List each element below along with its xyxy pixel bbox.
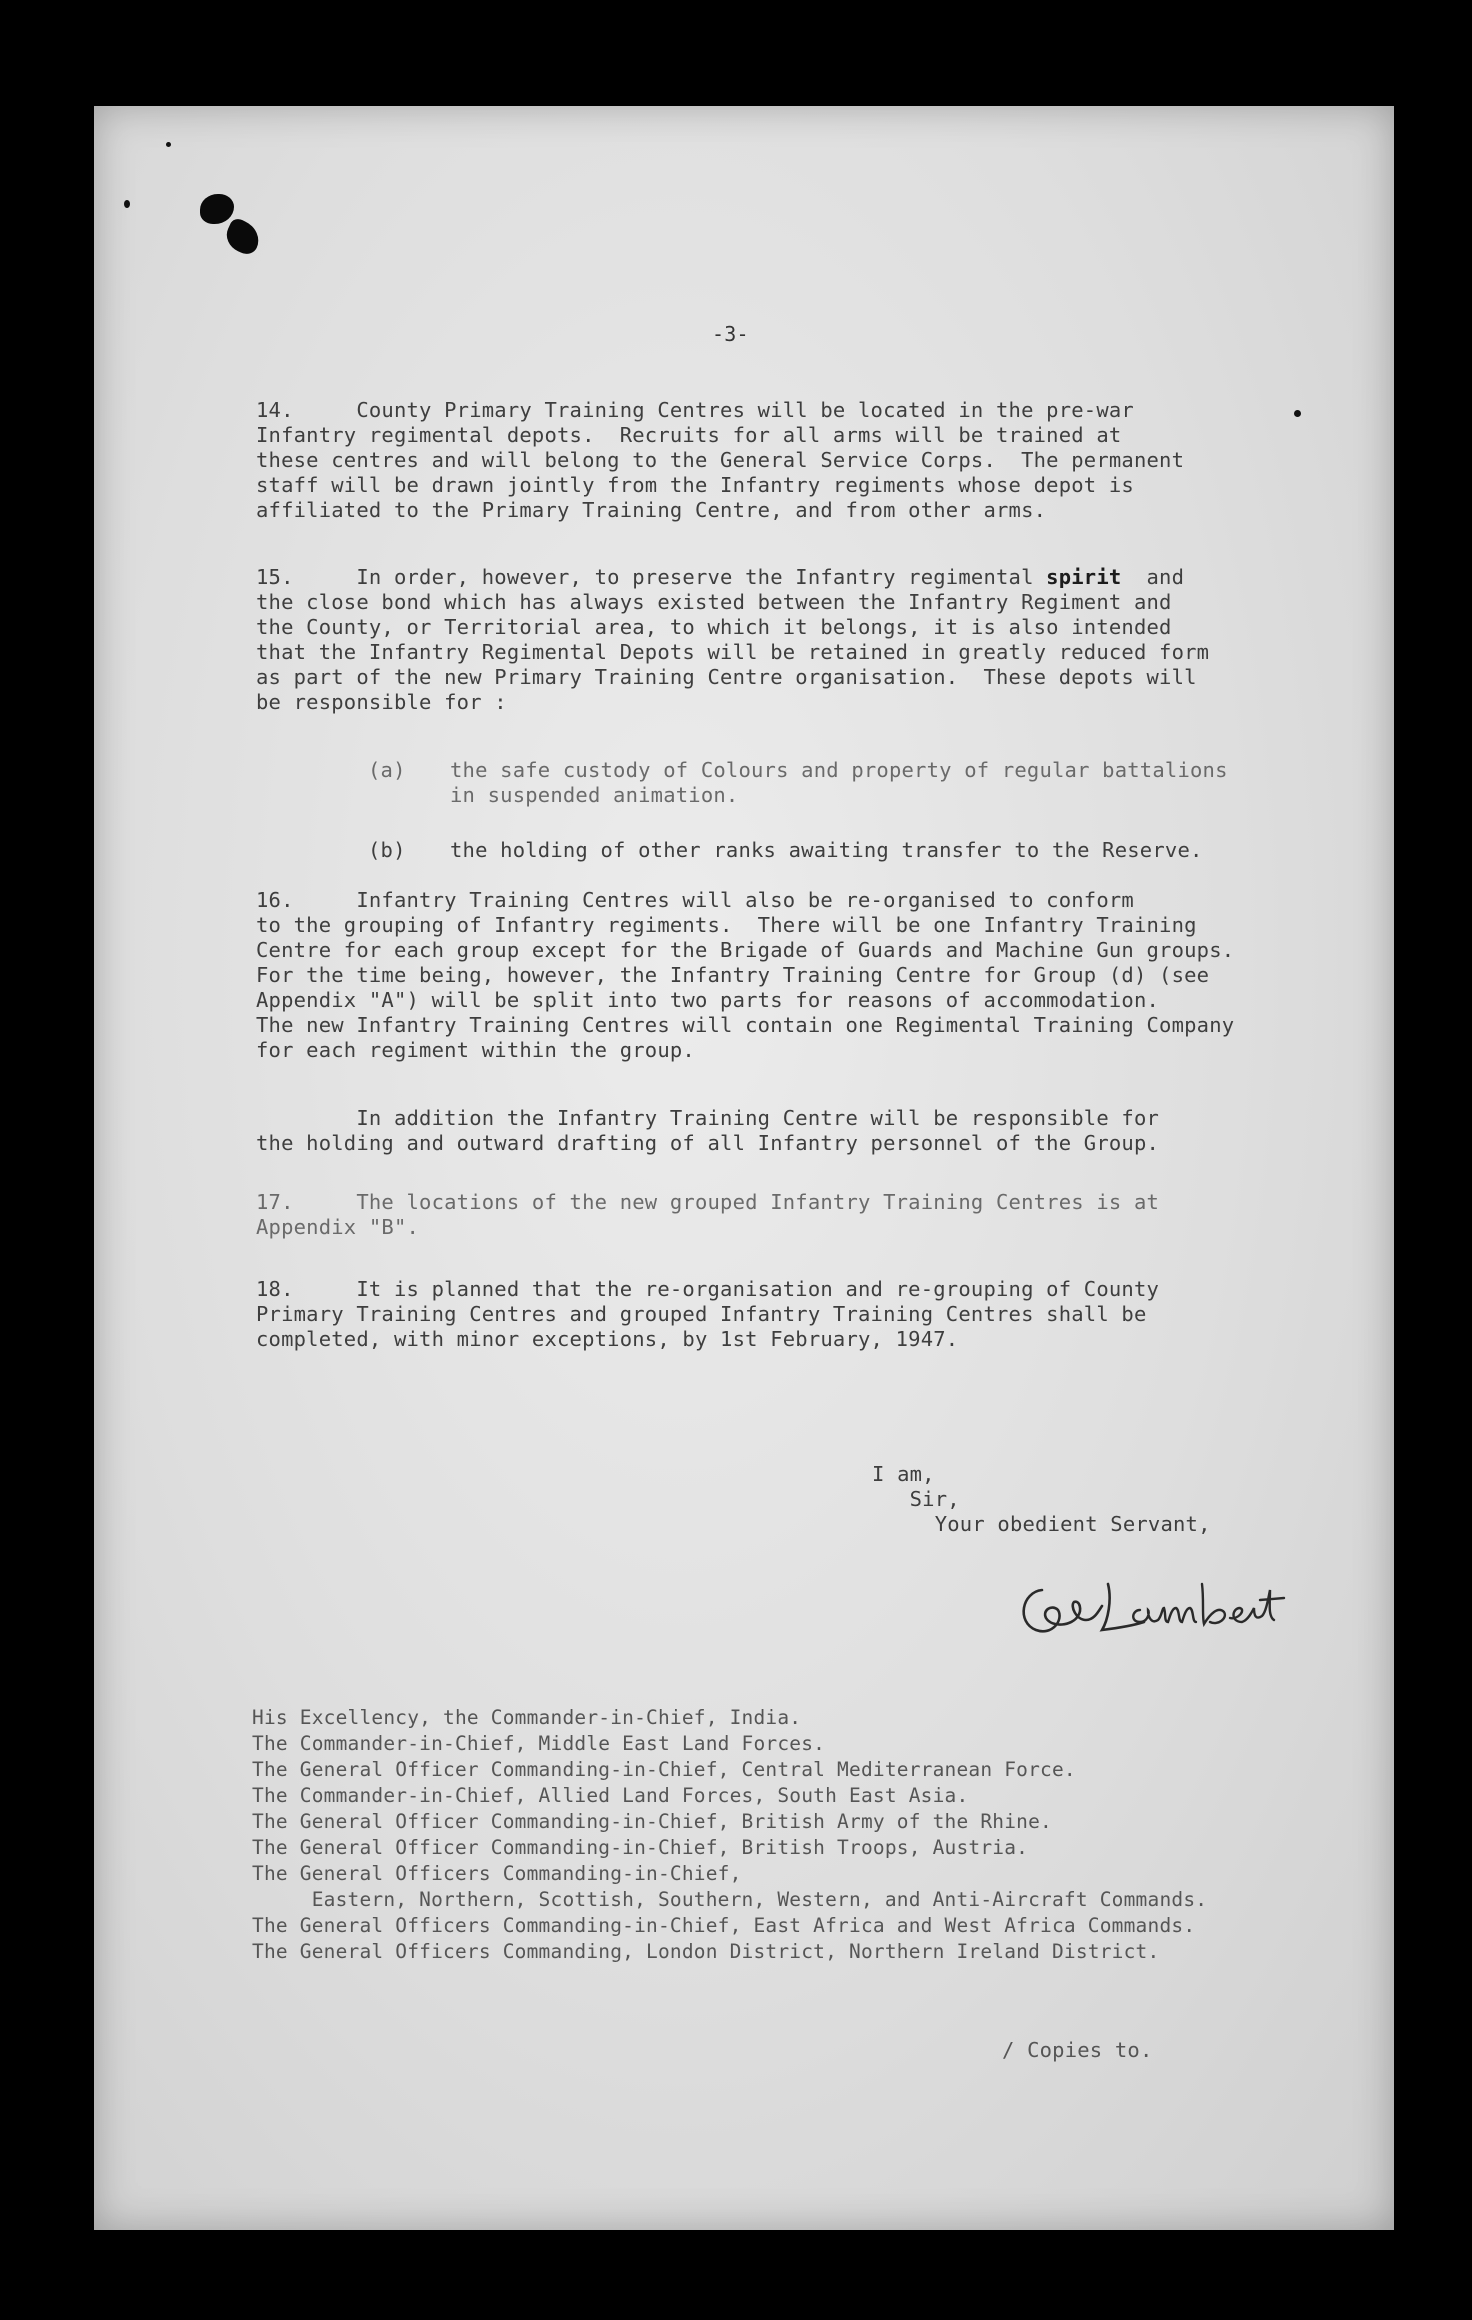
text-line: Primary Training Centres and grouped Infantry Training Centres shall be [256, 1302, 1147, 1326]
text-line: for each regiment within the group. [256, 1038, 695, 1062]
text-line: the County, or Territorial area, to which it belongs, it is also intended [256, 615, 1172, 639]
distribution-item: The Commander-in-Chief, Allied Land Forces, South East Asia. [252, 1784, 969, 1807]
text-line: the holding and outward drafting of all Infantry personnel of the Group. [256, 1131, 1160, 1155]
text-line: The new Infantry Training Centres will contain one Regimental Training Company [256, 1013, 1235, 1037]
text-line: Infantry regimental depots. Recruits for all arms will be trained at [256, 423, 1122, 447]
text-line: the close bond which has always existed between the Infantry Regiment and [256, 590, 1172, 614]
distribution-item: The General Officer Commanding-in-Chief, British Troops, Austria. [252, 1836, 1029, 1859]
text-line: to the grouping of Infantry regiments. There will be one Infantry Training [256, 913, 1197, 937]
text-line: these centres and will belong to the General Service Corps. The permanent [256, 448, 1185, 472]
text-line: 14. County Primary Training Centres will be located in the pre-war [256, 398, 1134, 422]
text-line: Appendix "B". [256, 1215, 420, 1239]
sub-item-label: (a) [368, 758, 406, 782]
text-line: be responsible for : [256, 690, 507, 714]
text-line: 18. It is planned that the re-organisation and re-grouping of County [256, 1277, 1160, 1301]
distribution-item: The General Officers Commanding-in-Chief, [252, 1862, 742, 1885]
text-span: and [1121, 565, 1185, 589]
text-line: in suspended animation. [450, 783, 739, 807]
text-line: 16. Infantry Training Centres will also be re-organised to conform [256, 888, 1134, 912]
ink-speck [1294, 410, 1301, 417]
text-line [256, 565, 1184, 590]
distribution-item: The Commander-in-Chief, Middle East Land Forces. [252, 1732, 826, 1755]
distribution-item: His Excellency, the Commander-in-Chief, India. [252, 1706, 802, 1729]
closing-line: Your obedient Servant, [872, 1512, 1211, 1536]
page-number: -3- [712, 322, 749, 346]
closing-line: I am, [872, 1462, 935, 1486]
text-line: that the Infantry Regimental Depots will be retained in greatly reduced form [256, 640, 1210, 664]
distribution-item: The General Officers Commanding, London District, Northern Ireland District. [252, 1940, 1160, 1963]
text-line: Centre for each group except for the Brigade of Guards and Machine Gun groups. [256, 938, 1235, 962]
text-line: For the time being, however, the Infantry Training Centre for Group (d) (see [256, 963, 1210, 987]
text-line: In addition the Infantry Training Centre will be responsible for [256, 1106, 1160, 1130]
copies-to-note: / Copies to. [1002, 2038, 1153, 2062]
text-line: Appendix "A") will be split into two parts for reasons of accommodation. [256, 988, 1160, 1012]
ink-speck [166, 142, 171, 147]
distribution-item: The General Officer Commanding-in-Chief, British Army of the Rhine. [252, 1810, 1052, 1833]
text-line: the holding of other ranks awaiting transfer to the Reserve. [450, 838, 1203, 862]
ink-speck [124, 200, 130, 208]
distribution-item: Eastern, Northern, Scottish, Southern, Western, and Anti-Aircraft Commands. [252, 1888, 1208, 1911]
text-line: staff will be drawn jointly from the Infantry regiments whose depot is [256, 473, 1134, 497]
emphasized-word: spirit [1046, 565, 1122, 589]
text-line: as part of the new Primary Training Centre organisation. These depots will [256, 665, 1197, 689]
distribution-item: The General Officer Commanding-in-Chief, Central Mediterranean Force. [252, 1758, 1076, 1781]
distribution-item: The General Officers Commanding-in-Chief, East Africa and West Africa Commands. [252, 1914, 1196, 1937]
text-line: affiliated to the Primary Training Centre, and from other arms. [256, 498, 1047, 522]
sub-item-label: (b) [368, 838, 406, 862]
text-line: the safe custody of Colours and property of regular battalions [450, 758, 1228, 782]
text-line: 17. The locations of the new grouped Infantry Training Centres is at [256, 1190, 1160, 1214]
closing-line: Sir, [872, 1487, 960, 1511]
text-line: completed, with minor exceptions, by 1st February, 1947. [256, 1327, 959, 1351]
text-span: 15. In order, however, to preserve the Infantry regimental [256, 565, 1047, 589]
handwritten-signature [1012, 1570, 1302, 1650]
